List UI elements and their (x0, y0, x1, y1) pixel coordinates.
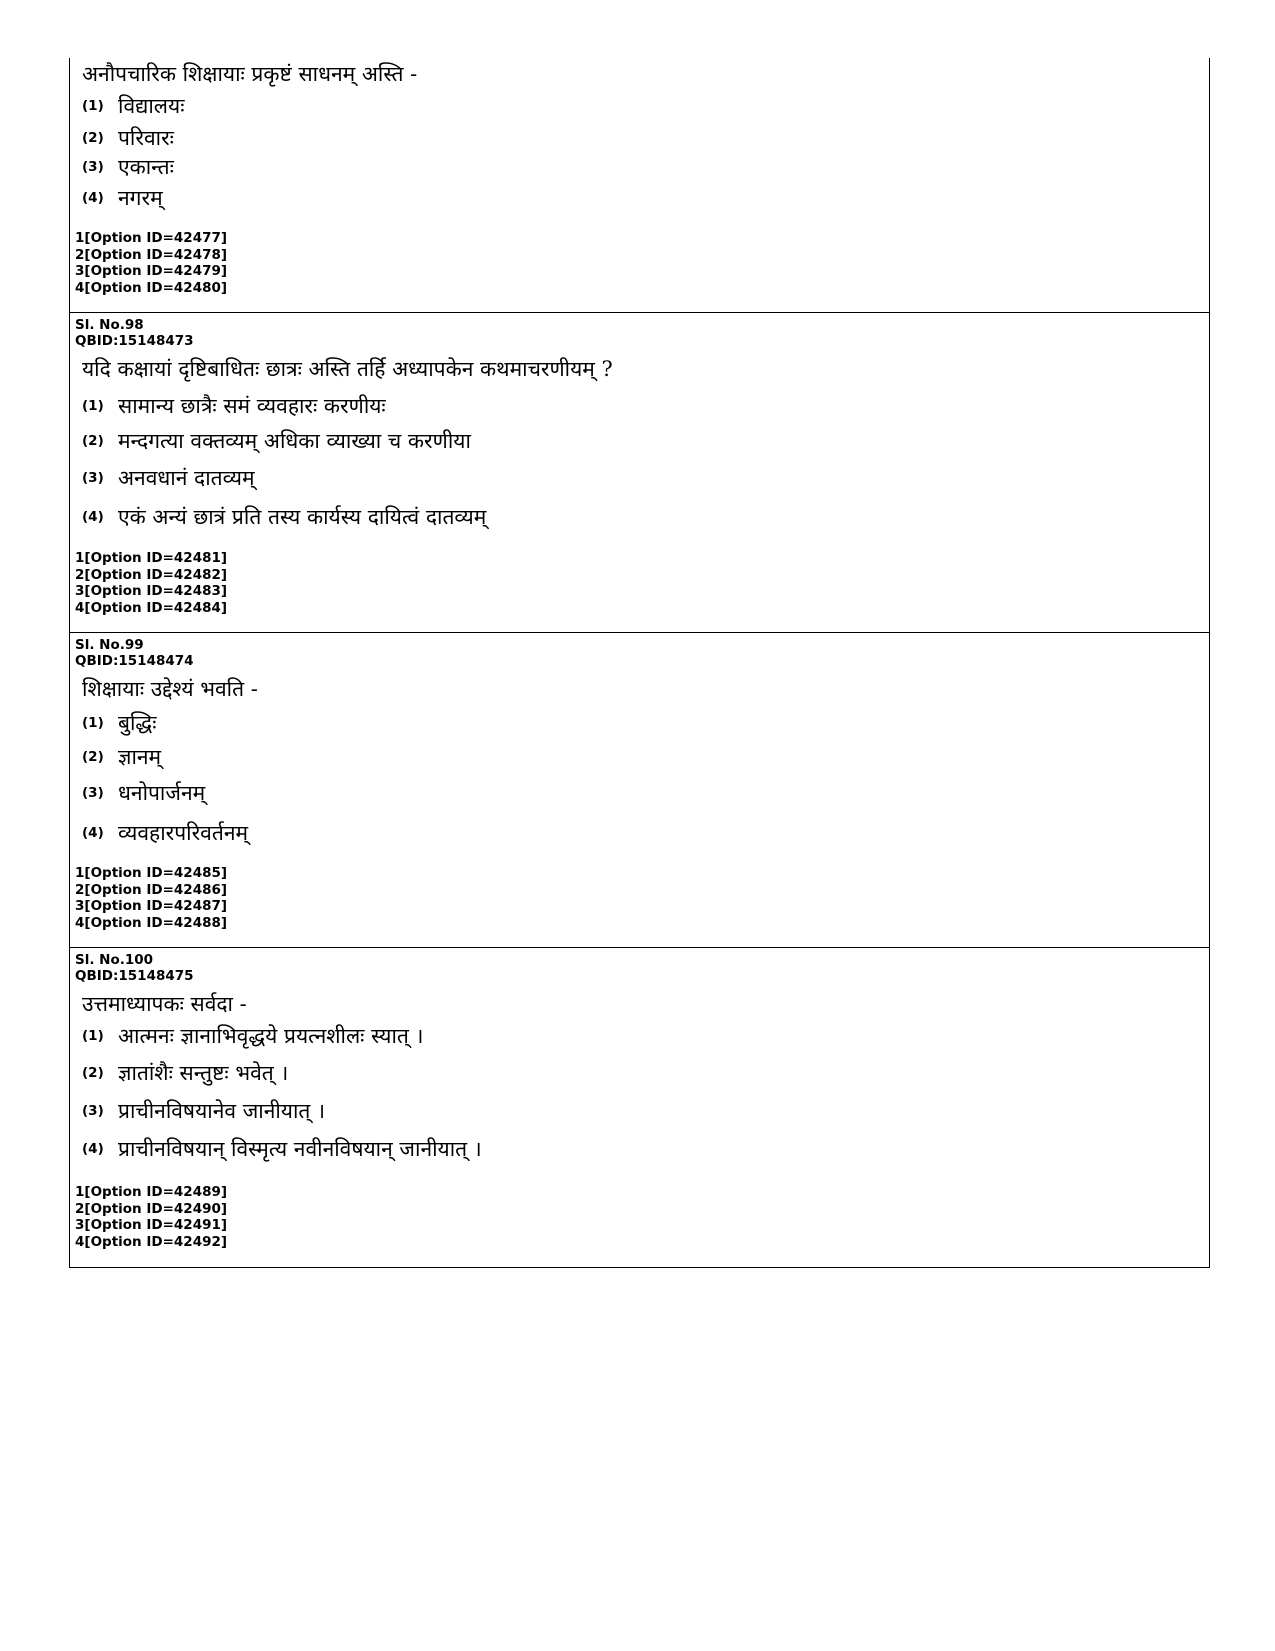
option-4 (82, 818, 248, 848)
option-3 (82, 152, 174, 182)
option-text: व्यवहारपरिवर्तनम् (118, 821, 249, 845)
option-number: (4) (82, 1141, 104, 1157)
option-2 (82, 426, 471, 456)
option-text: बुद्धिः (118, 711, 157, 735)
option-text: अनवधानं दातव्यम् (118, 466, 255, 490)
option-text: मन्दगत्या वक्तव्यम् अधिका व्याख्या च करणीया (118, 429, 471, 453)
qbid: QBID:15148474 (75, 653, 194, 669)
option-id: 2[Option ID=42486] (75, 881, 228, 898)
option-4 (82, 183, 163, 213)
option-id: 3[Option ID=42479] (75, 263, 228, 279)
option-id: 1[Option ID=42477] (75, 230, 228, 246)
option-1 (82, 1021, 424, 1051)
option-3 (82, 463, 255, 493)
serial-number: Sl. No.99 (75, 637, 144, 653)
option-1 (82, 708, 156, 738)
option-id: 3[Option ID=42483] (75, 583, 228, 599)
option-id: 4[Option ID=42492] (75, 1233, 228, 1250)
option-number: (3) (82, 1103, 104, 1119)
question-meta (75, 317, 194, 349)
option-id: 3[Option ID=42487] (75, 898, 228, 914)
option-id: 4[Option ID=42480] (75, 279, 228, 296)
option-number: (2) (82, 130, 104, 146)
qbid: QBID:15148473 (75, 333, 194, 349)
option-number: (2) (82, 433, 104, 449)
option-number: (4) (82, 190, 104, 206)
question-block-98 (69, 313, 1210, 633)
option-number: (3) (82, 785, 104, 801)
question-block-99 (69, 633, 1210, 948)
option-id-list (75, 1184, 227, 1250)
option-text: ज्ञानम् (118, 745, 162, 769)
question-sheet (69, 58, 1210, 1268)
option-text: एकं अन्यं छात्रं प्रति तस्य कार्यस्य दायित्वं दातव्यम् (118, 505, 487, 529)
option-number: (4) (82, 509, 104, 525)
option-text: एकान्तः (118, 155, 174, 179)
option-2 (82, 1058, 288, 1088)
option-text: प्राचीनविषयान् विस्मृत्य नवीनविषयान् जानीयात् । (118, 1137, 482, 1161)
option-id: 1[Option ID=42481] (75, 550, 228, 566)
option-id: 2[Option ID=42482] (75, 566, 228, 583)
option-id: 2[Option ID=42490] (75, 1200, 228, 1217)
option-id: 1[Option ID=42485] (75, 865, 228, 881)
option-text: सामान्य छात्रैः समं व्यवहारः करणीयः (118, 394, 386, 418)
option-4 (82, 1134, 482, 1164)
option-2 (82, 742, 161, 772)
question-text: अनौपचारिक शिक्षायाः प्रकृष्टं साधनम् अस्ति - (82, 62, 418, 86)
option-id: 1[Option ID=42489] (75, 1184, 228, 1200)
option-number: (4) (82, 825, 104, 841)
option-number: (1) (82, 715, 104, 731)
option-id-list (75, 550, 227, 616)
option-number: (2) (82, 749, 104, 765)
option-number: (3) (82, 470, 104, 486)
option-1 (82, 391, 386, 421)
qbid: QBID:15148475 (75, 968, 194, 984)
question-text: उत्तमाध्यापकः सर्वदा - (82, 992, 247, 1016)
option-text: परिवारः (118, 126, 174, 150)
question-block-100 (69, 948, 1210, 1268)
serial-number: Sl. No.98 (75, 317, 144, 333)
option-number: (1) (82, 98, 104, 114)
question-block-97 (69, 58, 1210, 313)
option-id: 3[Option ID=42491] (75, 1217, 228, 1233)
question-meta (75, 952, 194, 984)
option-2 (82, 123, 174, 153)
option-number: (1) (82, 398, 104, 414)
option-number: (2) (82, 1065, 104, 1081)
option-3 (82, 778, 205, 808)
option-id-list (75, 230, 227, 296)
option-number: (3) (82, 159, 104, 175)
option-text: प्राचीनविषयानेव जानीयात् । (118, 1099, 326, 1123)
option-id-list (75, 865, 227, 931)
option-3 (82, 1096, 325, 1126)
option-4 (82, 502, 486, 532)
option-id: 2[Option ID=42478] (75, 246, 228, 263)
option-number: (1) (82, 1028, 104, 1044)
option-text: ज्ञातांशैः सन्तुष्टः भवेत् । (118, 1061, 289, 1085)
option-id: 4[Option ID=42484] (75, 599, 228, 616)
option-id: 4[Option ID=42488] (75, 914, 228, 931)
question-meta (75, 637, 194, 669)
option-1 (82, 91, 184, 121)
option-text: नगरम् (118, 186, 163, 210)
question-text: शिक्षायाः उद्देश्यं भवति - (82, 677, 258, 701)
option-text: धनोपार्जनम् (118, 781, 206, 805)
serial-number: Sl. No.100 (75, 952, 154, 968)
option-text: आत्मनः ज्ञानाभिवृद्धये प्रयत्नशीलः स्यात् । (118, 1024, 424, 1048)
option-text: विद्यालयः (118, 94, 185, 118)
question-text: यदि कक्षायां दृष्टिबाधितः छात्रः अस्ति तर्हि अध्यापकेन कथमाचरणीयम् ? (82, 357, 613, 381)
